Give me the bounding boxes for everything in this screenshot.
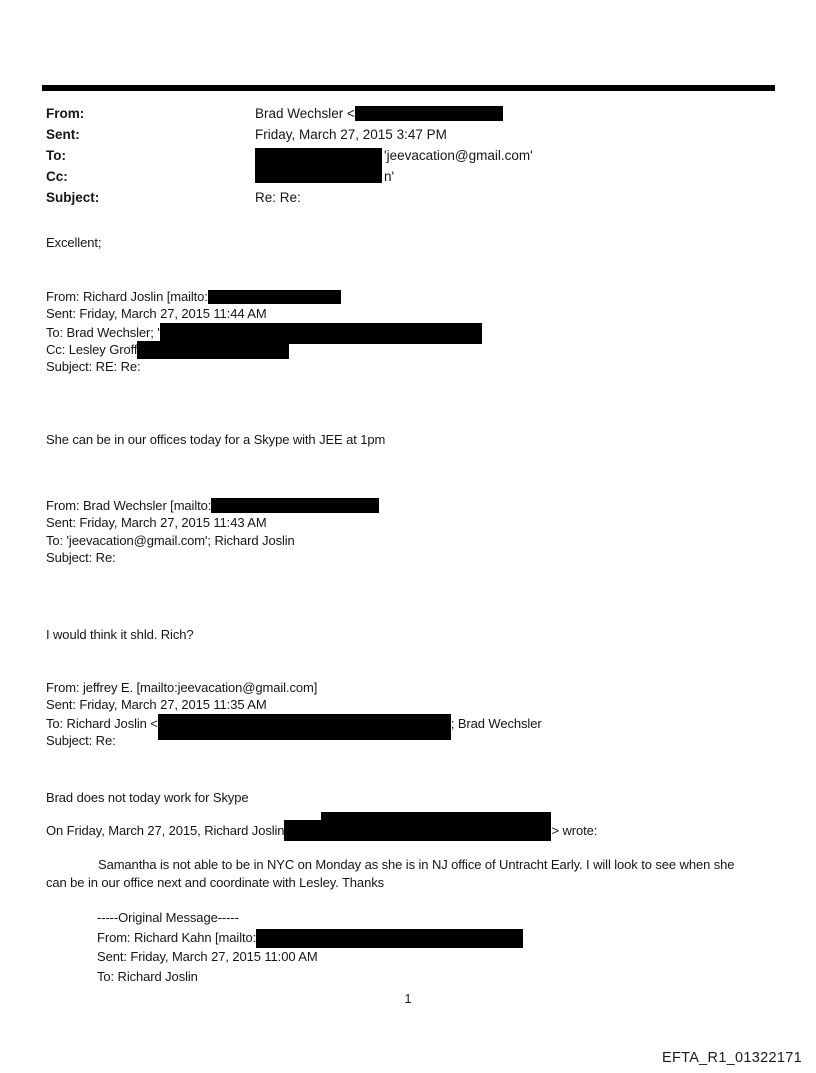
header-row-to [46, 145, 770, 166]
header-row-cc [46, 166, 770, 187]
quote4-body-line1: Samantha is not able to be in NYC on Monday as she is in NJ office of Untracht Early. I will look to see when she [98, 857, 735, 872]
redaction-box [137, 341, 289, 359]
quoted-message-2-header [46, 497, 379, 566]
quote4-body [46, 856, 782, 891]
cc-value-text: n' [384, 169, 395, 184]
original-message-block [97, 908, 523, 986]
quote3-subject-line: Subject: Re: [46, 732, 116, 748]
quote1-subject-line: Subject: RE: Re: [46, 359, 141, 375]
quote3-to-line [46, 714, 542, 732]
header-row-from [46, 103, 770, 124]
original-message-divider: -----Original Message----- [97, 910, 239, 925]
redaction-box [255, 148, 382, 183]
quote1-to-text: To: Brad Wechsler; ' [46, 324, 160, 340]
redaction-box [208, 290, 341, 304]
email-header [46, 103, 770, 208]
kahn-from-text: From: Richard Kahn [mailto: [97, 929, 257, 945]
quote1-cc-text: Cc: Lesley Groff [46, 341, 138, 357]
redaction-box [284, 820, 551, 841]
quote2-sent-line: Sent: Friday, March 27, 2015 11:43 AM [46, 515, 267, 531]
quoted-message-1-header [46, 288, 482, 375]
subject-value: Re: Re: [255, 190, 301, 205]
quote3-sent-line: Sent: Friday, March 27, 2015 11:35 AM [46, 697, 267, 713]
quote2-from-text: From: Brad Wechsler [mailto: [46, 498, 212, 513]
kahn-from-line [97, 928, 523, 948]
quote2-from-line [46, 497, 379, 514]
quote3-to-text-after: ; Brad Wechsler [450, 715, 542, 731]
header-row-sent [46, 124, 770, 145]
quote1-body-text: She can be in our offices today for a Skype with JEE at 1pm [46, 432, 386, 447]
subject-label: Subject: [46, 190, 100, 205]
cc-label: Cc: [46, 169, 68, 184]
quote3-body [46, 789, 249, 806]
reply-text [46, 234, 101, 251]
reply-text-line: Excellent; [46, 235, 102, 250]
quote1-from-text: From: Richard Joslin [mailto: [46, 289, 208, 304]
redaction-box [211, 498, 379, 513]
quote2-to-line: To: 'jeevacation@gmail.com'; Richard Joslin [46, 532, 295, 548]
to-label: To: [46, 148, 66, 163]
header-divider-bar [42, 85, 775, 91]
from-value-text: Brad Wechsler < [255, 106, 355, 121]
quote1-from-line [46, 288, 482, 305]
redaction-box [158, 714, 451, 740]
quote1-body [46, 431, 385, 448]
redaction-box [256, 929, 523, 948]
quote4-attribution-after: > wrote: [551, 823, 598, 838]
from-value [255, 103, 770, 124]
quote3-body-text: Brad does not today work for Skype [46, 790, 249, 805]
quote4-body-line2: can be in our office next and coordinate with Lesley. Thanks [46, 874, 384, 890]
quote4-attribution-line [46, 820, 597, 839]
quote2-body [46, 626, 194, 643]
redaction-box [355, 106, 503, 121]
sent-label: Sent: [46, 127, 80, 142]
quote4-attribution-before: On Friday, March 27, 2015, Richard Joslin [46, 823, 285, 838]
quoted-message-3-header [46, 679, 542, 749]
kahn-sent-line: Sent: Friday, March 27, 2015 11:00 AM [97, 949, 318, 964]
quote3-to-text-before: To: Richard Joslin < [46, 715, 158, 731]
header-row-subject [46, 187, 770, 208]
quote2-body-text: I would think it shld. Rich? [46, 627, 194, 642]
bates-number: EFTA_R1_01322171 [662, 1050, 802, 1066]
quote1-sent-line: Sent: Friday, March 27, 2015 11:44 AM [46, 306, 267, 322]
sent-value: Friday, March 27, 2015 3:47 PM [255, 127, 447, 142]
quote3-from-line: From: jeffrey E. [mailto:jeevacation@gmail.com] [46, 680, 318, 695]
quote1-to-line [46, 323, 482, 341]
from-label: From: [46, 106, 85, 121]
page-number: 1 [404, 992, 412, 1006]
kahn-to-line: To: Richard Joslin [97, 968, 198, 984]
to-value-text: 'jeevacation@gmail.com' [384, 148, 533, 163]
quote2-subject-line: Subject: Re: [46, 549, 116, 565]
